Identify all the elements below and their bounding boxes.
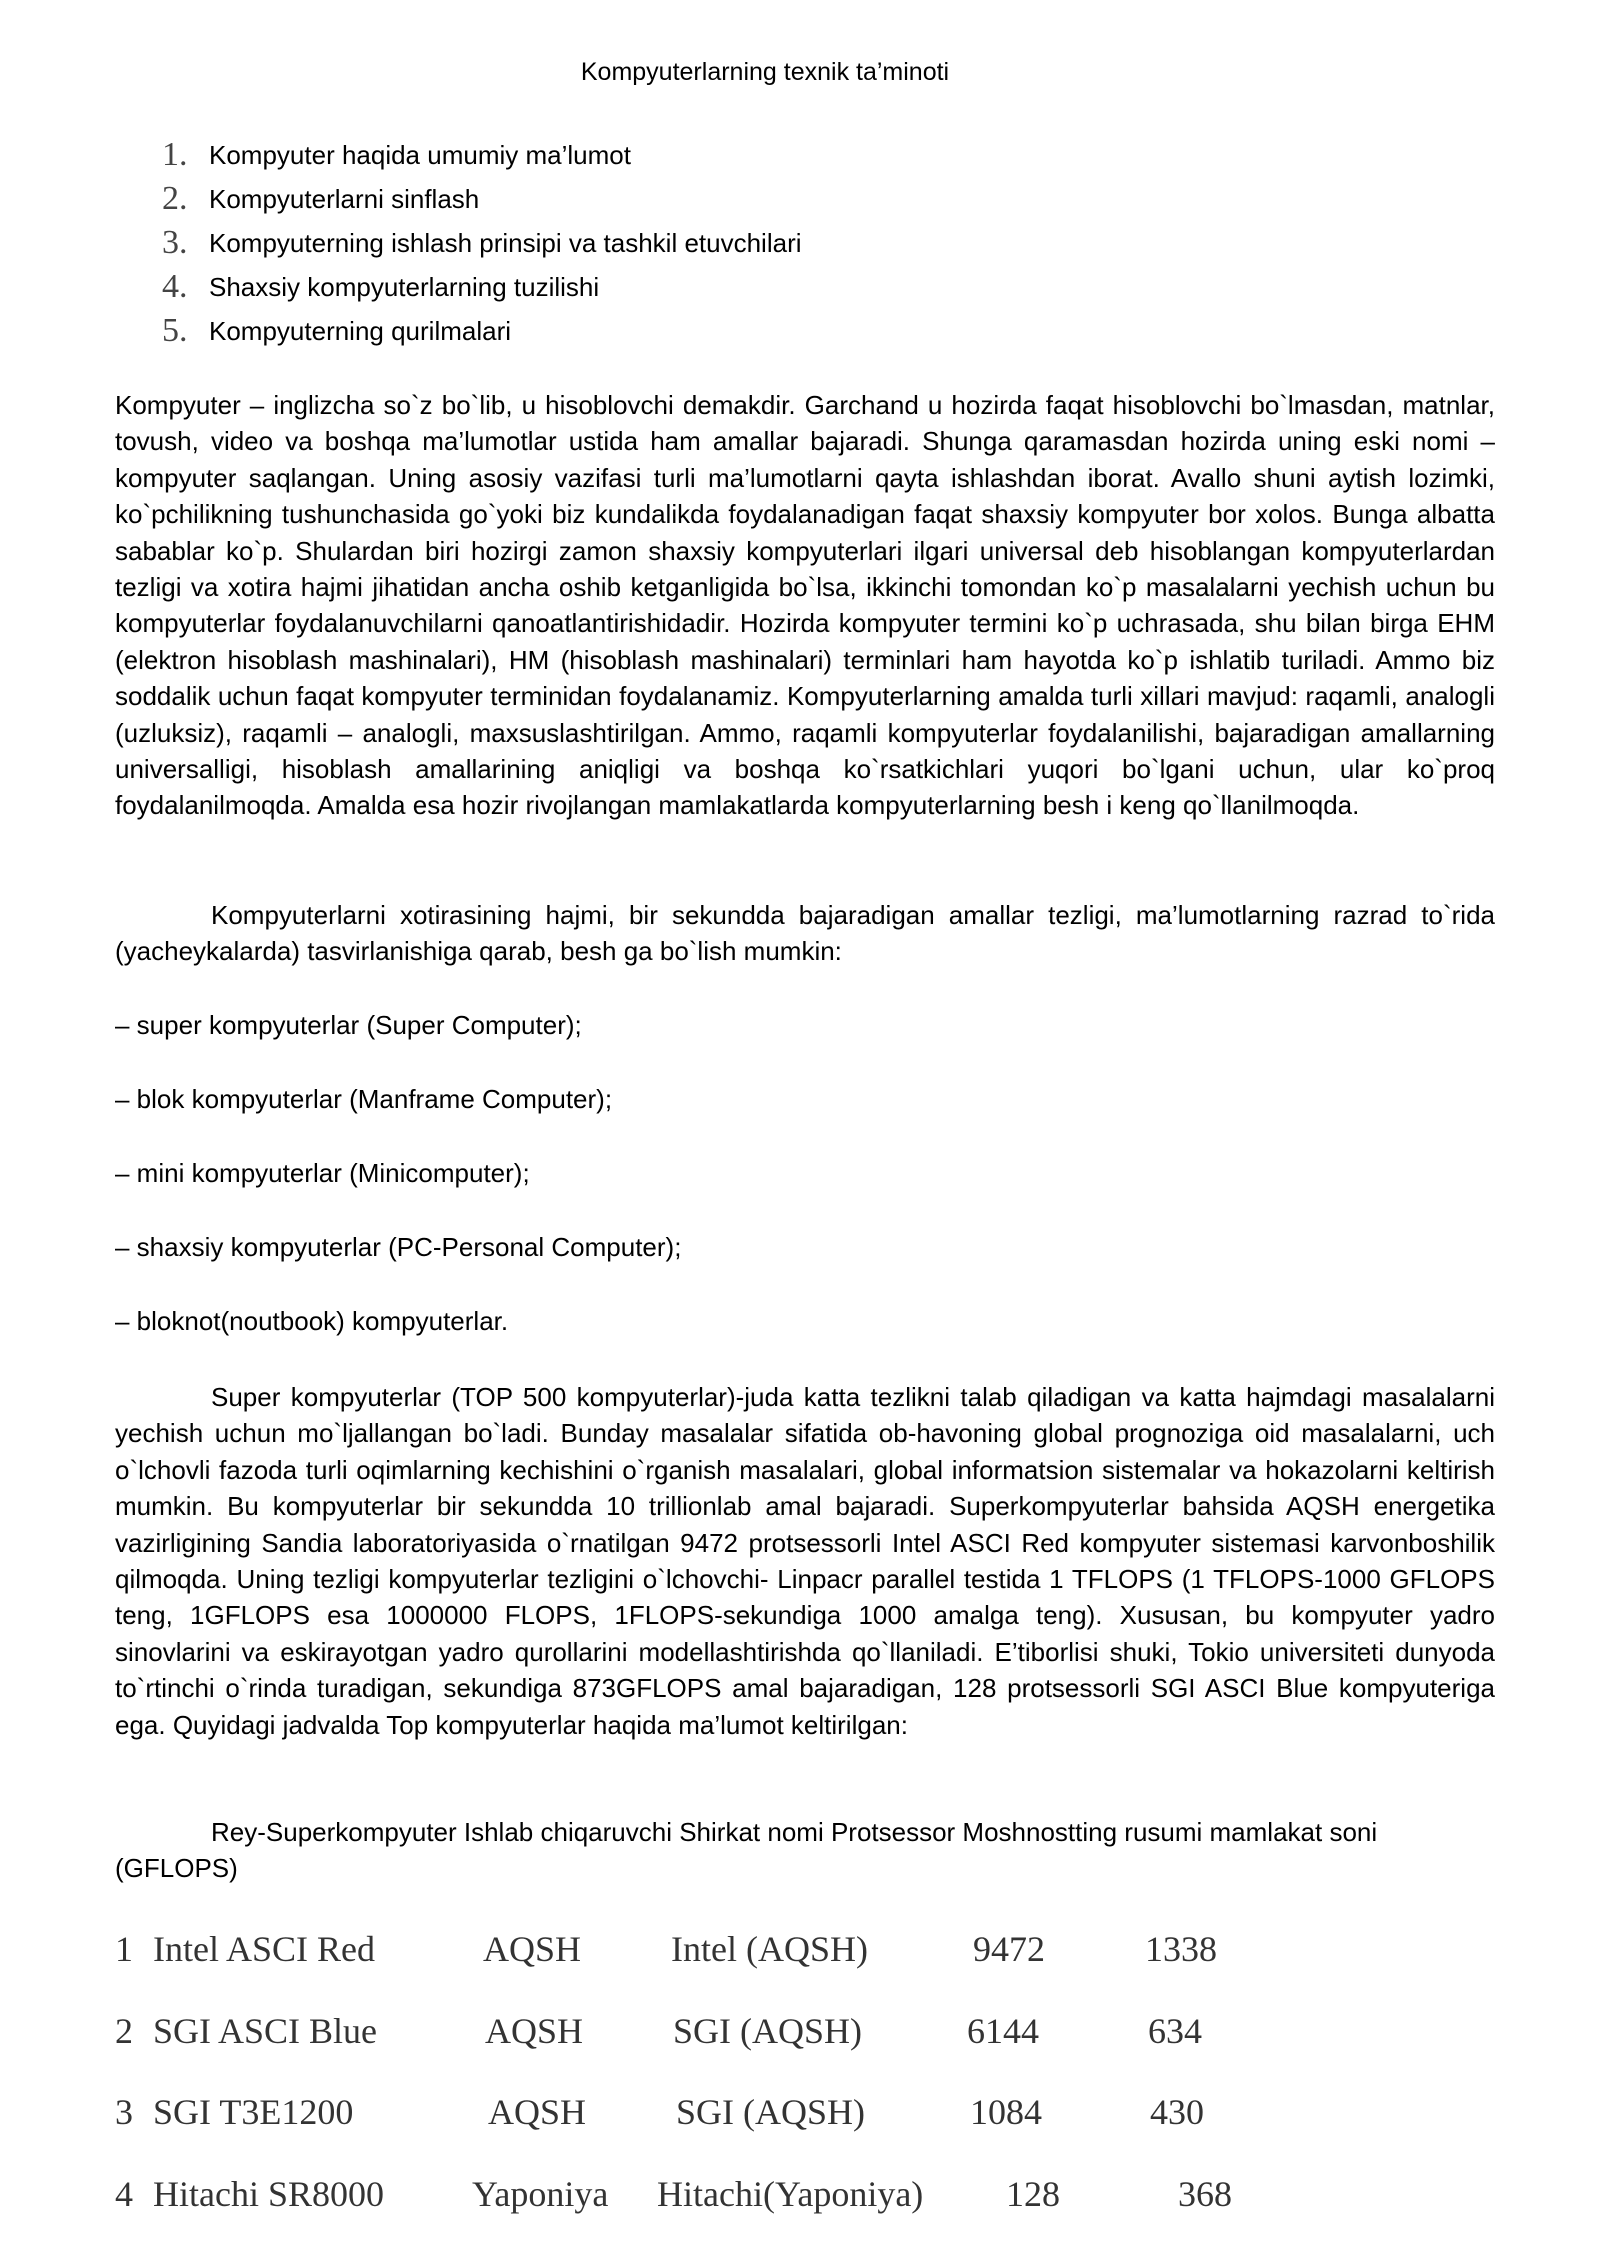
row-processors: 1084 <box>970 2092 1042 2132</box>
supercomputer-paragraph: Super kompyuterlar (TOP 500 kompyuterlar)-juda katta tezlikni talab qiladigan va katta hajmdagi masalalarni yechish uchun mo`ljallangan bo`ladi. Bunday masalalar sifatida ob-havoning global prognoziga oid masalalarni, uch o`lchovli fazoda turli oqimlarning kechishini o`rganish masalalari, global informatsion sistemalar va hokazolarni keltirish mumkin. Bu kompyuterlar bir sekundda 10 trillionlab amal bajaradi. Superkompyuterlar bahsida AQSH energetika vazirligining Sandia laboratoriyasida o`rnatilgan 9472 protsessorli Intel ASCI Red kompyuter sistemasi karvonboshilik qilmoqda. Uning tezligi kompyuterlar tezligini o`lchovchi- Linpacr parallel testida 1 TFLOPS (1 TFLOPS-1000 GFLOPS teng, 1GFLOPS esa 1000000 FLOPS, 1FLOPS-sekundiga 1000 amalga teng). Xususan, bu kompyuter yadro sinovlarini va eskirayotgan yadro qurollarini modellashtirishda qo`llaniladi. E’tiborlisi shuki, Tokio universiteti dunyoda to`rtinchi o`rinda turadigan, sekundiga 873GFLOPS amal bajaradigan, 128 protsessorli SGI ASCI Blue kompyuteriga ega. Quyidagi jadvalda Top kompyuterlar haqida ma’lumot keltirilgan: <box>115 1382 1495 1740</box>
table-row <box>115 2173 1495 2223</box>
row-name: SGI ASCI Blue <box>153 2011 378 2051</box>
table-header-line: Rey-Superkompyuter Ishlab chiqaruvchi Shirkat nomi Protsessor Moshnostting rusumi mamlakat soni <box>211 1817 1378 1847</box>
toc-number: 2. <box>162 180 188 217</box>
row-name: Intel ASCI Red <box>153 1929 375 1969</box>
row-company: Hitachi(Yaponiya) <box>657 2174 924 2214</box>
toc-number: 1. <box>162 136 188 173</box>
classification-paragraph: Kompyuterlarni xotirasining hajmi, bir sekundda bajaradigan amallar tezligi, ma’lumotlarning razrad to`rida (yacheykalarda) tasvirlanishiga qarab, besh ga bo`lish mumkin: <box>115 900 1495 967</box>
row-country: Yaponiya <box>472 2174 609 2214</box>
intro-paragraph: Kompyuter – inglizcha so`z bo`lib, u hisoblovchi demakdir. Garchand u hozirda faqat hisoblovchi bo`lmasdan, matnlar, tovush, video va boshqa ma’lumotlar ustida ham amallar bajaradi. Shunga qaramasdan hozirda uning eski nomi – kompyuter saqlangan. Uning asosiy vazifasi turli ma’lumotlarni qayta ishlashdan iborat. Avallo shuni aytish lozimki, ko`pchilikning tushunchasida go`yoki biz kundalikda foydalanadigan faqat shaxsiy kompyuter bor xolos. Bunga albatta sabablar ko`p. Shulardan biri hozirgi zamon shaxsiy kompyuterlari ilgari universal deb hisoblangan kompyuterlardan tezligi va xotira hajmi jihatidan ancha oshib ketganligida bo`lsa, ikkinchi tomondan ko`p masalalarni yechish uchun bu kompyuterlar foydalanuvchilarni qanoatlantirishidadir. Hozirda kompyuter termini ko`p uchrasada, shu bilan birga EHM (elektron hisoblash mashinalari), HM (hisoblash mashinalari) terminlari ham hayotda ko`p ishlatib turiladi. Ammo biz soddalik uchun faqat kompyuter terminidan foydalanamiz. Kompyuterlarning amalda turli xillari mavjud: raqamli, analogli (uzluksiz), raqamli – analogli, maxsuslashtirilgan. Ammo, raqamli kompyuterlar foydalanilishi, bajaradigan amallarning universalligi, hisoblash amallarining aniqligi va boshqa ko`rsatkichlari yuqori bo`lgani uchun, ular ko`proq foydalanilmoqda. Amalda esa hozir rivojlangan mamlakatlarda kompyuterlarning besh i keng qo`llanilmoqda. <box>115 390 1495 821</box>
toc-item <box>162 265 802 309</box>
table-row <box>115 2010 1495 2060</box>
row-processors: 6144 <box>967 2011 1039 2051</box>
row-country: AQSH <box>483 1929 582 1969</box>
list-item: – super kompyuterlar (Super Computer); <box>115 1010 582 1040</box>
toc-item <box>162 309 802 353</box>
toc-item <box>162 177 802 221</box>
toc-item <box>162 133 802 177</box>
list-item: – bloknot(noutbook) kompyuterlar. <box>115 1306 509 1336</box>
row-company: SGI (AQSH) <box>676 2092 865 2132</box>
table-of-contents <box>162 133 802 353</box>
toc-label: Kompyuterning qurilmalari <box>209 315 512 346</box>
row-country: AQSH <box>488 2092 587 2132</box>
row-gflops: 430 <box>1150 2092 1204 2132</box>
table-header <box>115 1814 1495 1887</box>
row-name: Hitachi SR8000 <box>153 2174 384 2214</box>
row-company: Intel (AQSH) <box>671 1929 868 1969</box>
toc-item <box>162 221 802 265</box>
row-country: AQSH <box>485 2011 584 2051</box>
row-gflops: 634 <box>1148 2011 1202 2051</box>
list-item: – shaxsiy kompyuterlar (PC-Personal Computer); <box>115 1232 682 1262</box>
toc-number: 5. <box>162 312 188 349</box>
toc-number: 4. <box>162 268 188 305</box>
row-gflops: 368 <box>1178 2174 1232 2214</box>
table-row <box>115 2091 1495 2141</box>
row-rank: 1 <box>115 1929 133 1969</box>
row-processors: 128 <box>1006 2174 1060 2214</box>
row-rank: 3 <box>115 2092 133 2132</box>
row-company: SGI (AQSH) <box>673 2011 862 2051</box>
toc-label: Kompyuter haqida umumiy ma’lumot <box>209 139 631 170</box>
row-name: SGI T3E1200 <box>153 2092 354 2132</box>
toc-label: Kompyuterlarni sinflash <box>209 183 480 214</box>
row-rank: 2 <box>115 2011 133 2051</box>
row-gflops: 1338 <box>1145 1929 1217 1969</box>
toc-label: Kompyuterning ishlash prinsipi va tashkil etuvchilari <box>209 227 802 258</box>
toc-label: Shaxsiy kompyuterlarning tuzilishi <box>209 271 600 302</box>
table-row <box>115 1928 1495 1978</box>
document-title: Kompyuterlarning texnik ta’minoti <box>580 58 950 86</box>
list-item: – blok kompyuterlar (Manframe Computer); <box>115 1084 613 1114</box>
toc-number: 3. <box>162 224 188 261</box>
row-processors: 9472 <box>973 1929 1045 1969</box>
list-item: – mini kompyuterlar (Minicomputer); <box>115 1158 530 1188</box>
row-rank: 4 <box>115 2174 133 2214</box>
table-header-line: (GFLOPS) <box>115 1853 238 1884</box>
